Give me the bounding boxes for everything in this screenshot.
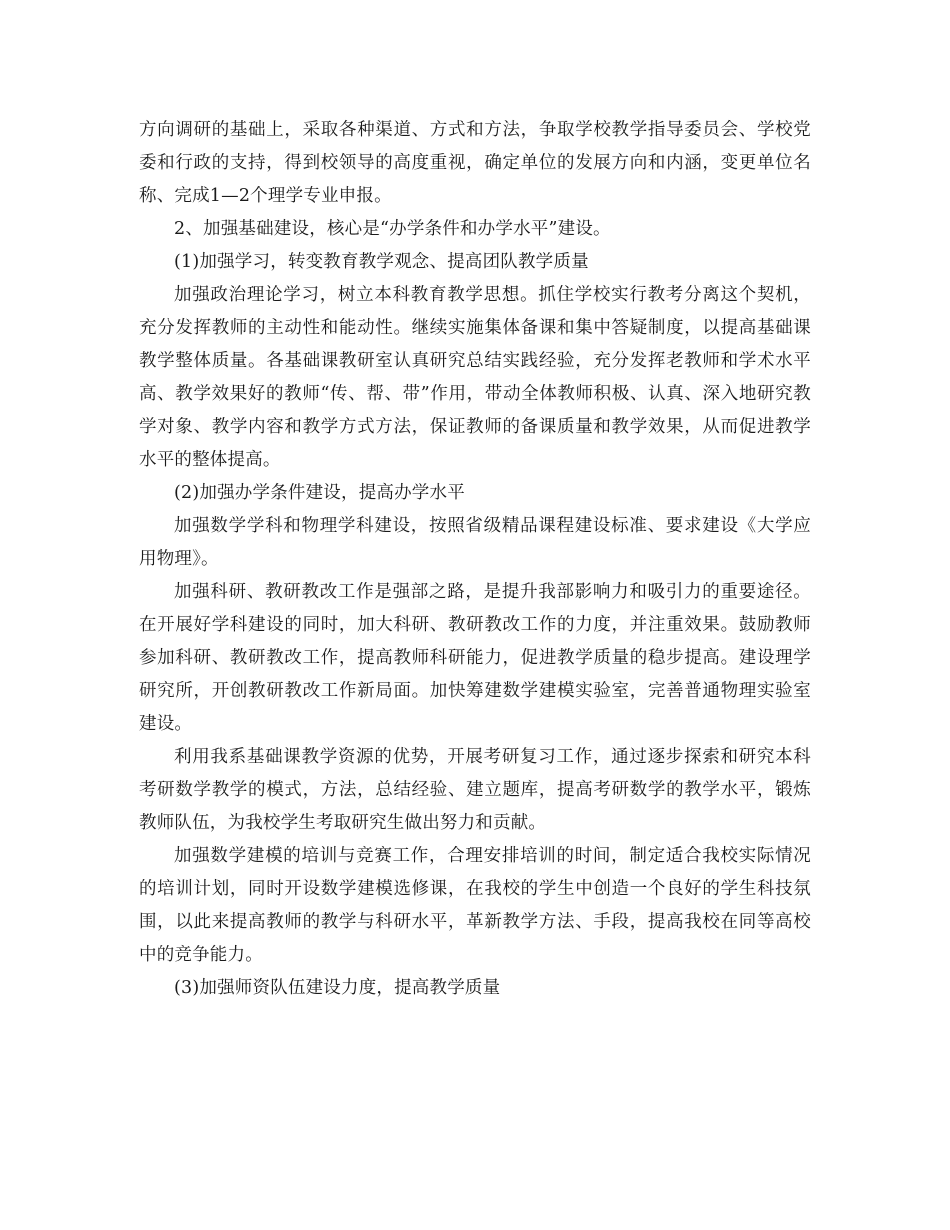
body-paragraph: 加强科研、教研教改工作是强部之路，是提升我部影响力和吸引力的重要途径。在开展好学科建设的同时，加大科研、教研教改工作的力度，并注重效果。鼓励教师参加科研、教研教改工作，提高教师科研能力，促进教学质量的稳步提高。建设理学研究所，开创教研教改工作新局面。加快筹建数学建模实验室，完善普通物理实验室建设。 bbox=[139, 582, 811, 734]
subsection-heading: (3)加强师资队伍建设力度，提高教学质量 bbox=[174, 978, 501, 998]
body-paragraph: 利用我系基础课教学资源的优势，开展考研复习工作，通过逐步探索和研究本科考研数学教学的模式，方法，总结经验、建立题库，提高考研数学的教学水平，锻炼教师队伍，为我校学生考取研究生做出努力和贡献。 bbox=[139, 747, 811, 833]
body-paragraph: 加强数学建模的培训与竞赛工作，合理安排培训的时间，制定适合我校实际情况的培训计划，同时开设数学建模选修课，在我校的学生中创造一个良好的学生科技氛围，以此来提高教师的教学与科研水平，革新教学方法、手段，提高我校在同等高校中的竞争能力。 bbox=[139, 846, 811, 965]
document-body bbox=[139, 114, 811, 1005]
section-heading: 2、加强基础建设，核心是“办学条件和办学水平”建设。 bbox=[174, 219, 611, 239]
body-paragraph: 加强政治理论学习，树立本科教育教学思想。抓住学校实行教考分离这个契机，充分发挥教师的主动性和能动性。继续实施集体备课和集中答疑制度，以提高基础课教学整体质量。各基础课教研室认真研究总结实践经验，充分发挥老教师和学术水平高、教学效果好的教师“传、帮、带”作用，带动全体教师积极、认真、深入地研究教学对象、教学内容和教学方式方法，保证教师的备课质量和教学效果，从而促进教学水平的整体提高。 bbox=[139, 285, 811, 470]
subsection-heading: (1)加强学习，转变教育教学观念、提高团队教学质量 bbox=[174, 252, 589, 272]
body-paragraph: 方向调研的基础上，采取各种渠道、方式和方法，争取学校教学指导委员会、学校党委和行政的支持，得到校领导的高度重视，确定单位的发展方向和内涵，变更单位名称、完成1—2个理学专业申报。 bbox=[139, 120, 811, 206]
body-paragraph: 加强数学学科和物理学科建设，按照省级精品课程建设标准、要求建设《大学应用物理》。 bbox=[139, 516, 811, 569]
subsection-heading: (2)加强办学条件建设，提高办学水平 bbox=[174, 483, 465, 503]
